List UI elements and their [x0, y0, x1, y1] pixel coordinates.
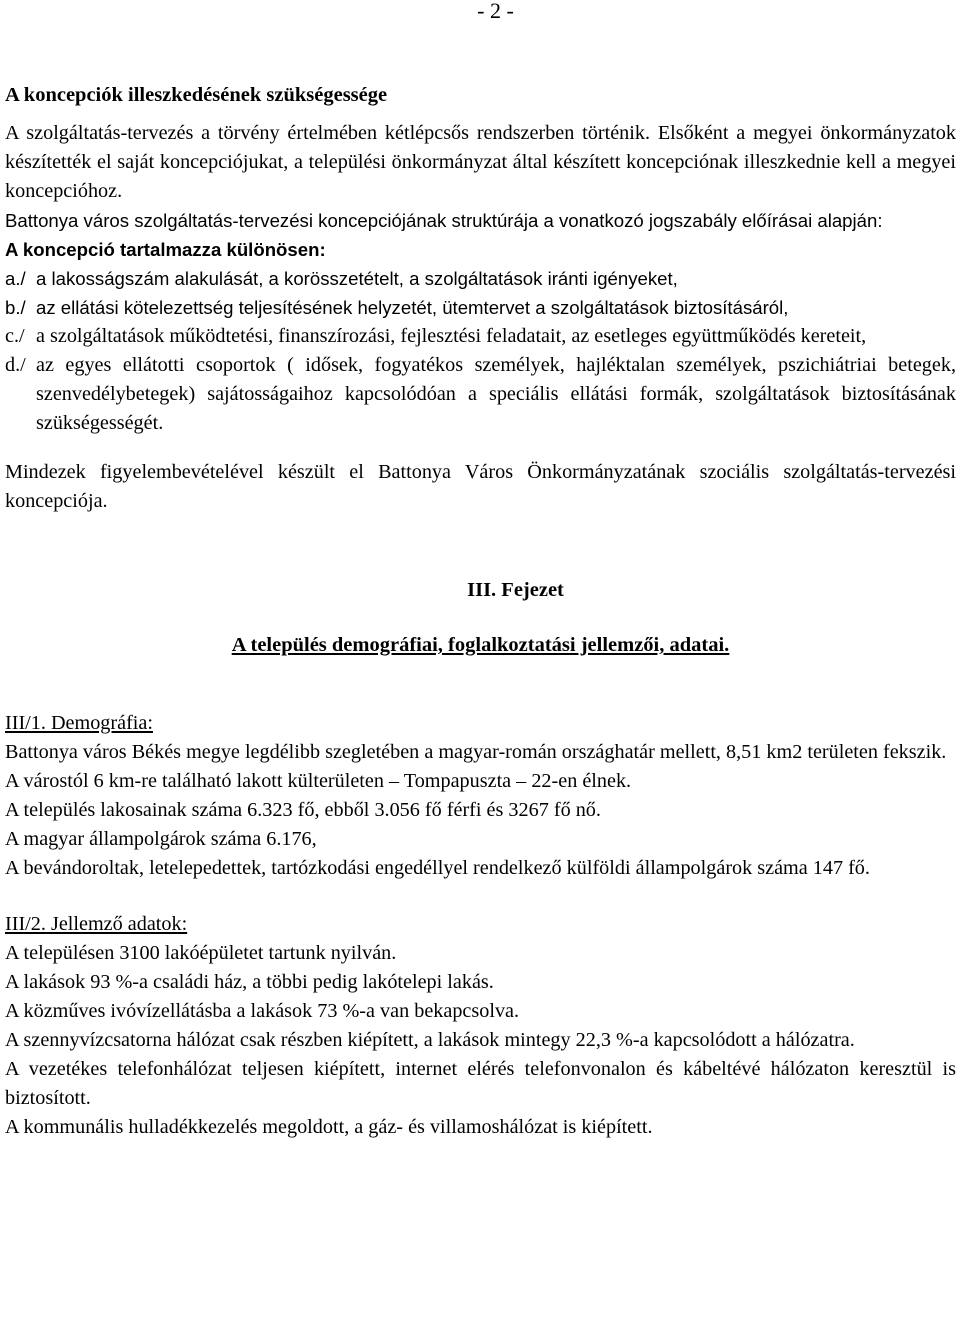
demography-line: A település lakosainak száma 6.323 fő, ebből 3.056 fő férfi és 3267 fő nő.	[5, 799, 601, 821]
summary-paragraph: Mindezek figyelembevételével készült el Battonya Város Önkormányzatának szociális szolgáltatás-tervezési koncepciója.	[5, 461, 956, 512]
list-heading: A koncepció tartalmazza különösen:	[5, 239, 326, 260]
list-item-text: az ellátási kötelezettség teljesítésének helyzetét, ütemtervet a szolgáltatások biztosításáról,	[36, 297, 789, 318]
list-item-text: a szolgáltatások működtetési, finanszírozási, fejlesztési feladatait, az esetleges együttműködés kereteit,	[36, 325, 867, 347]
list-item-text: a lakosságszám alakulását, a korösszetételt, a szolgáltatások iránti igényeket,	[36, 268, 678, 289]
chapter-title: A település demográfiai, foglalkoztatási jellemzői, adatai.	[231, 634, 730, 656]
subsection-heading-characteristics: III/2. Jellemző adatok:	[5, 913, 188, 935]
intro-paragraph: A szolgáltatás-tervezés a törvény értelmében kétlépcsős rendszerben történik. Elsőként a megyei önkormányzatok készítették el saját koncepciójukat, a települési önkormányzat által készített koncepciónak illeszkednie kell a megyei koncepcióhoz.	[5, 122, 956, 202]
characteristics-line: A településen 3100 lakóépületet tartunk nyilván.	[5, 942, 397, 964]
list-item-text: az egyes ellátotti csoportok ( idősek, fogyatékos személyek, hajléktalan személyek, pszichiátriai betegek, szenvedélybetegek) sajátosságaihoz kapcsolódóan a speciális ellátási formák, szolgáltatások biztosításának szükségességét.	[36, 354, 956, 434]
demography-line: A várostól 6 km-re található lakott külterületen – Tompapuszta – 22-en élnek.	[5, 770, 632, 792]
chapter-label: III. Fejezet	[467, 579, 564, 601]
page-number: - 2 -	[477, 0, 514, 23]
structure-paragraph: Battonya város szolgáltatás-tervezési koncepciójának struktúrája a vonatkozó jogszabály előírásai alapján:	[5, 210, 883, 231]
list-marker: b./	[5, 297, 26, 318]
subsection-heading-demography: III/1. Demográfia:	[5, 712, 153, 734]
list-item-b	[5, 293, 956, 322]
document-page	[5, 0, 956, 1142]
list-item-c	[5, 322, 956, 351]
characteristics-line: A szennyvízcsatorna hálózat csak részben kiépített, a lakások mintegy 22,3 %-a kapcsolódott a hálózatra.	[5, 1029, 855, 1051]
characteristics-line: A kommunális hulladékkezelés megoldott, a gáz- és villamoshálózat is kiépített.	[5, 1116, 653, 1138]
list-marker: d./	[5, 354, 26, 376]
characteristics-line: A vezetékes telefonhálózat teljesen kiépített, internet elérés telefonvonalon és kábeltévé hálózaton keresztül is biztosított.	[5, 1058, 956, 1109]
list-item-a	[5, 264, 956, 293]
demography-line: A bevándoroltak, letelepedettek, tartózkodási engedéllyel rendelkező külföldi állampolgárok száma 147 fő.	[5, 857, 870, 879]
list-item-d	[5, 351, 956, 438]
demography-line: A magyar állampolgárok száma 6.176,	[5, 828, 317, 850]
characteristics-line: A lakások 93 %-a családi ház, a többi pedig lakótelepi lakás.	[5, 971, 494, 993]
list-marker: a./	[5, 268, 26, 289]
characteristics-line: A közműves ivóvízellátásba a lakások 73 %-a van bekapcsolva.	[5, 1000, 520, 1022]
list-marker: c./	[5, 325, 25, 347]
section-heading: A koncepciók illeszkedésének szükségessége	[5, 84, 388, 106]
demography-line: Battonya város Békés megye legdélibb szegletében a magyar-román országhatár mellett, 8,51 km2 területen fekszik.	[5, 741, 947, 763]
structure-block	[5, 206, 956, 322]
